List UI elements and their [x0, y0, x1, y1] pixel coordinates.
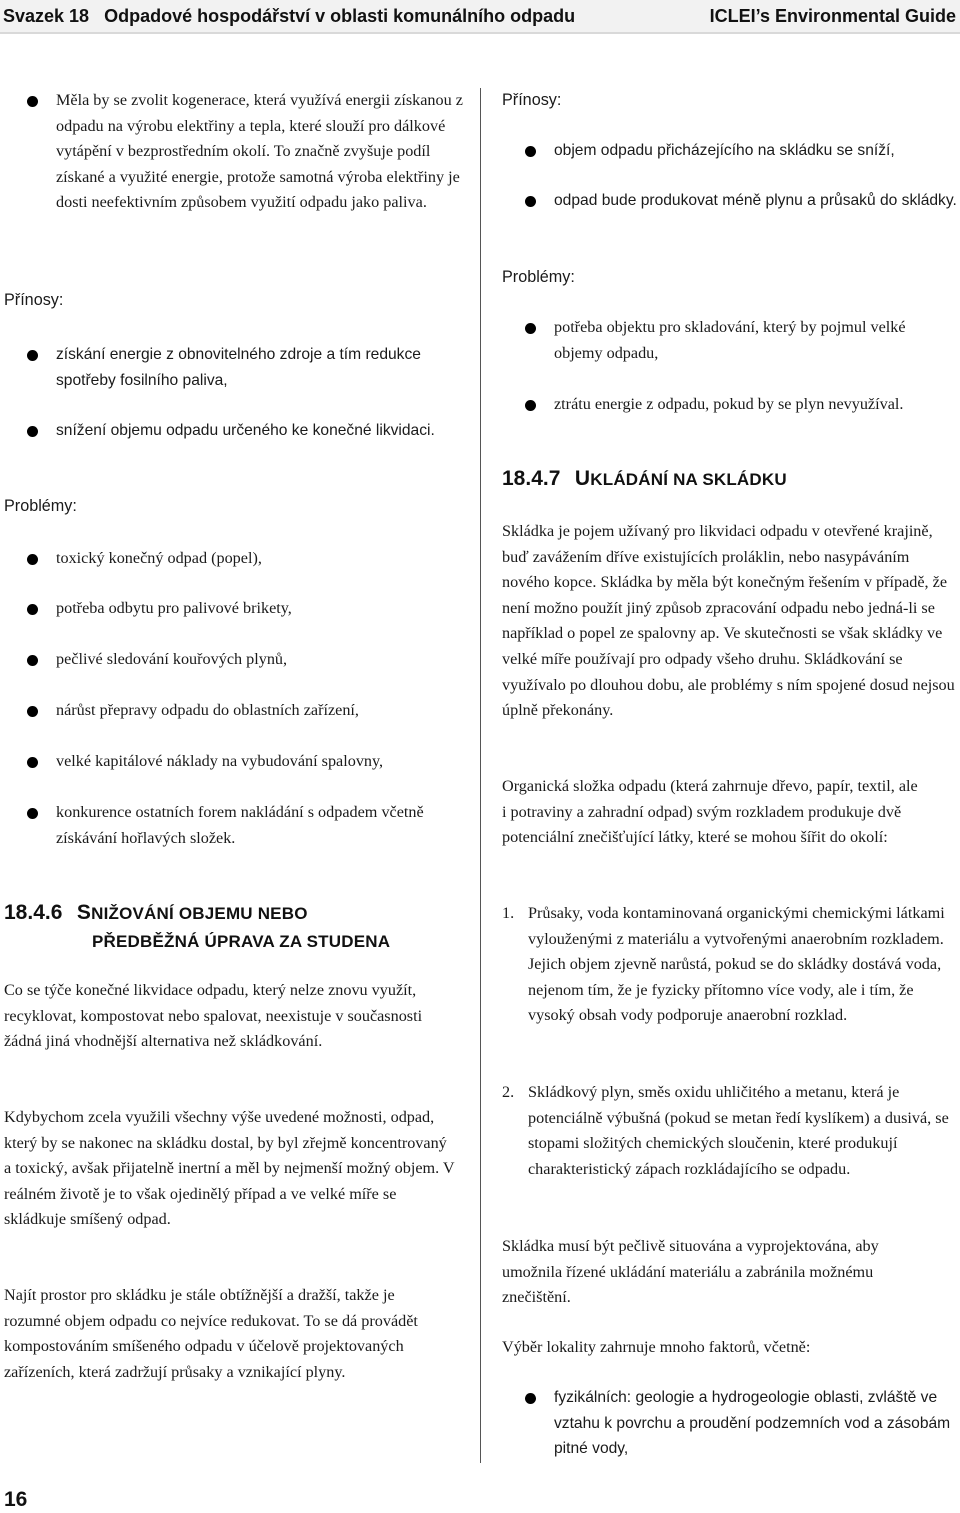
bullet-icon: [27, 426, 38, 437]
list-item: [4, 749, 476, 775]
section-title-initial: S: [76, 901, 92, 924]
list-item: [502, 315, 958, 366]
benefit-text: objem odpadu přicházejícího na skládku se sníží,: [554, 142, 895, 159]
benefit-text: snížení objemu odpadu určeného ke konečné likvidaci.: [56, 422, 435, 439]
numbered-item: [502, 1080, 956, 1182]
problem-text: potřeba odbytu pro palivové brikety,: [56, 599, 292, 617]
section-heading-18-4-6: [4, 900, 472, 955]
list-item: [4, 88, 476, 216]
list-item: [4, 418, 456, 444]
benefits-label: Přínosy:: [502, 91, 562, 109]
section-number: 18.4.6: [4, 901, 63, 924]
bullet-icon: [27, 554, 38, 565]
bullet-icon: [27, 655, 38, 666]
factor-text: fyzikálních: geologie a hydrogeologie oblasti, zvláště ve vztahu k povrchu a proudění podzemních vod a zásobám pitné vody,: [554, 1389, 951, 1458]
paragraph: Najít prostor pro skládku je stále obtížnější a dražší, takže je rozumné objem odpadu co nejvíce redukovat. To se dá provádět kompostováním smíšeného odpadu v účelově projektovaných zařízeních, která zadržují průsaky a vznikající plyny.: [4, 1286, 418, 1381]
page-number: 16: [4, 1488, 28, 1511]
list-item: [4, 800, 476, 851]
problems-label: Problémy:: [502, 268, 575, 286]
section-title: KLÁDÁNÍ NA SKLÁDKU: [590, 470, 787, 489]
section-title-initial: U: [574, 467, 591, 490]
benefit-text: získání energie z obnovitelného zdroje a tím redukce spotřeby fosilního paliva,: [56, 346, 421, 389]
numbered-item: [502, 901, 956, 1029]
bullet-icon: [525, 400, 536, 411]
problem-text: pečlivé sledování kouřových plynů,: [56, 650, 288, 668]
paragraph: Výběr lokality zahrnuje mnoho faktorů, včetně:: [502, 1338, 811, 1356]
paragraph: Co se týče konečné likvidace odpadu, který nelze znovu využít, recyklovat, kompostovat nebo spalovat, neexistuje v současnosti žádná jiná vhodnější alternativa než skládkování.: [4, 981, 423, 1051]
problem-text: toxický konečný odpad (popel),: [56, 549, 262, 567]
list-item: [4, 698, 476, 724]
problem-text: ztrátu energie z odpadu, pokud by se plyn nevyužíval.: [554, 395, 904, 413]
bullet-icon: [27, 757, 38, 768]
paragraph: Skládka musí být pečlivě situována a vyprojektována, aby umožnila řízené ukládání materiálu a zabránila možnému znečištění.: [502, 1237, 879, 1307]
problem-text: konkurence ostatních forem nakládání s odpadem včetně získávání hořlavých složek.: [56, 803, 424, 847]
header-guide-title: ICLEI’s Environmental Guide: [709, 6, 956, 26]
section-title-line1: NIŽOVÁNÍ OBJEMU NEBO: [91, 904, 308, 923]
benefits-label: Přínosy:: [4, 291, 64, 309]
paragraph: Organická složka odpadu (která zahrnuje dřevo, papír, textil, ale i potraviny a zahradní odpad) svým rozkladem produkuje dvě potenciální znečišťující látky, které se mohou šířit do okolí:: [502, 777, 918, 847]
bullet-icon: [525, 323, 536, 334]
list-item: [4, 647, 476, 673]
problem-text: velké kapitálové náklady na vybudování spalovny,: [56, 752, 384, 770]
bullet-icon: [525, 1393, 536, 1404]
list-item: [4, 546, 476, 572]
section-title-line2: PŘEDBĚŽNÁ ÚPRAVA ZA STUDENA: [92, 932, 391, 951]
cogeneration-text: Měla by se zvolit kogenerace, která využívá energii získanou z odpadu na výrobu elektřiny a tepla, které slouží pro dálkové vytápění v bezprostředním okolí. To značně zvyšuje podíl získané a využité energie, protože samotná výroba elektřiny je dosti neefektivním způsobem využití odpadu jako paliva.: [56, 91, 463, 212]
paragraph: Skládka je pojem užívaný pro likvidaci odpadu v otevřené krajině, buď zavážením dříve existujících proláklin, nebo nasypáváním nového kopce. Skládka by měla být konečným řešením v případě, že není možno použít jiný způsob zpracování odpadu nebo jedná-li se například o popel ze spalovny ap. Ve skutečnosti se však skládky ve velké míře používají pro odpady všeho druhu. Skládkování se využívalo po dlouhou dobu, ale problémy s ním spojené dosud nejsou úplně překonány.: [502, 522, 955, 720]
benefit-text: odpad bude produkovat méně plynu a průsaků do skládky.: [554, 192, 957, 209]
list-item: [502, 138, 960, 164]
problem-text: nárůst přepravy odpadu do oblastních zařízení,: [56, 701, 359, 719]
section-heading-18-4-7: [502, 466, 958, 493]
bullet-icon: [27, 808, 38, 819]
header-volume-title: Svazek 18 Odpadové hospodářství v oblasti komunálního odpadu: [3, 6, 576, 26]
bullet-icon: [27, 604, 38, 615]
bullet-icon: [27, 96, 38, 107]
page-header: [0, 0, 960, 34]
problem-text: potřeba objektu pro skladování, který by pojmul velké objemy odpadu,: [554, 318, 906, 362]
list-item: [4, 342, 456, 393]
bullet-icon: [27, 706, 38, 717]
item-number: 1.: [502, 904, 515, 922]
list-item: [502, 188, 960, 214]
list-item: [502, 392, 960, 418]
bullet-icon: [27, 350, 38, 361]
bullet-icon: [525, 196, 536, 207]
problems-label: Problémy:: [4, 497, 77, 515]
item-number: 2.: [502, 1083, 515, 1101]
item-text: Průsaky, voda kontaminovaná organickými chemickými látkami vylouženými z materiálu a vytvořenými anaerobním rozkladem. Jejich objem zjevně narůstá, pokud se do skládky dostává voda, nejenom tím, že je fyzicky přítomno více vody, ale i tím, že vysoký obsah vody podporuje anaerobní rozklad.: [528, 904, 945, 1025]
item-text: Skládkový plyn, směs oxidu uhličitého a metanu, která je potenciálně výbušná (pokud se metan ředí kyslíkem) a dusivá, se stopami složitých chemických sloučenin, které produkují charakteristický zápach rozkládajícího se odpadu.: [528, 1083, 949, 1178]
column-divider: [480, 88, 481, 1463]
paragraph: Kdybychom zcela využili všechny výše uvedené možnosti, odpad, který by se nakonec na skládku dostal, by byl zřejmě koncentrovaný a toxický, avšak přijatelně inertní a měl by nejmenší možný objem. V reálném životě je to však ojedinělý případ a ve velké míře se skládkuje smíšený odpad.: [4, 1108, 455, 1229]
bullet-icon: [525, 146, 536, 157]
section-number: 18.4.7: [502, 467, 561, 490]
list-item: [4, 596, 476, 622]
list-item: [502, 1385, 960, 1462]
